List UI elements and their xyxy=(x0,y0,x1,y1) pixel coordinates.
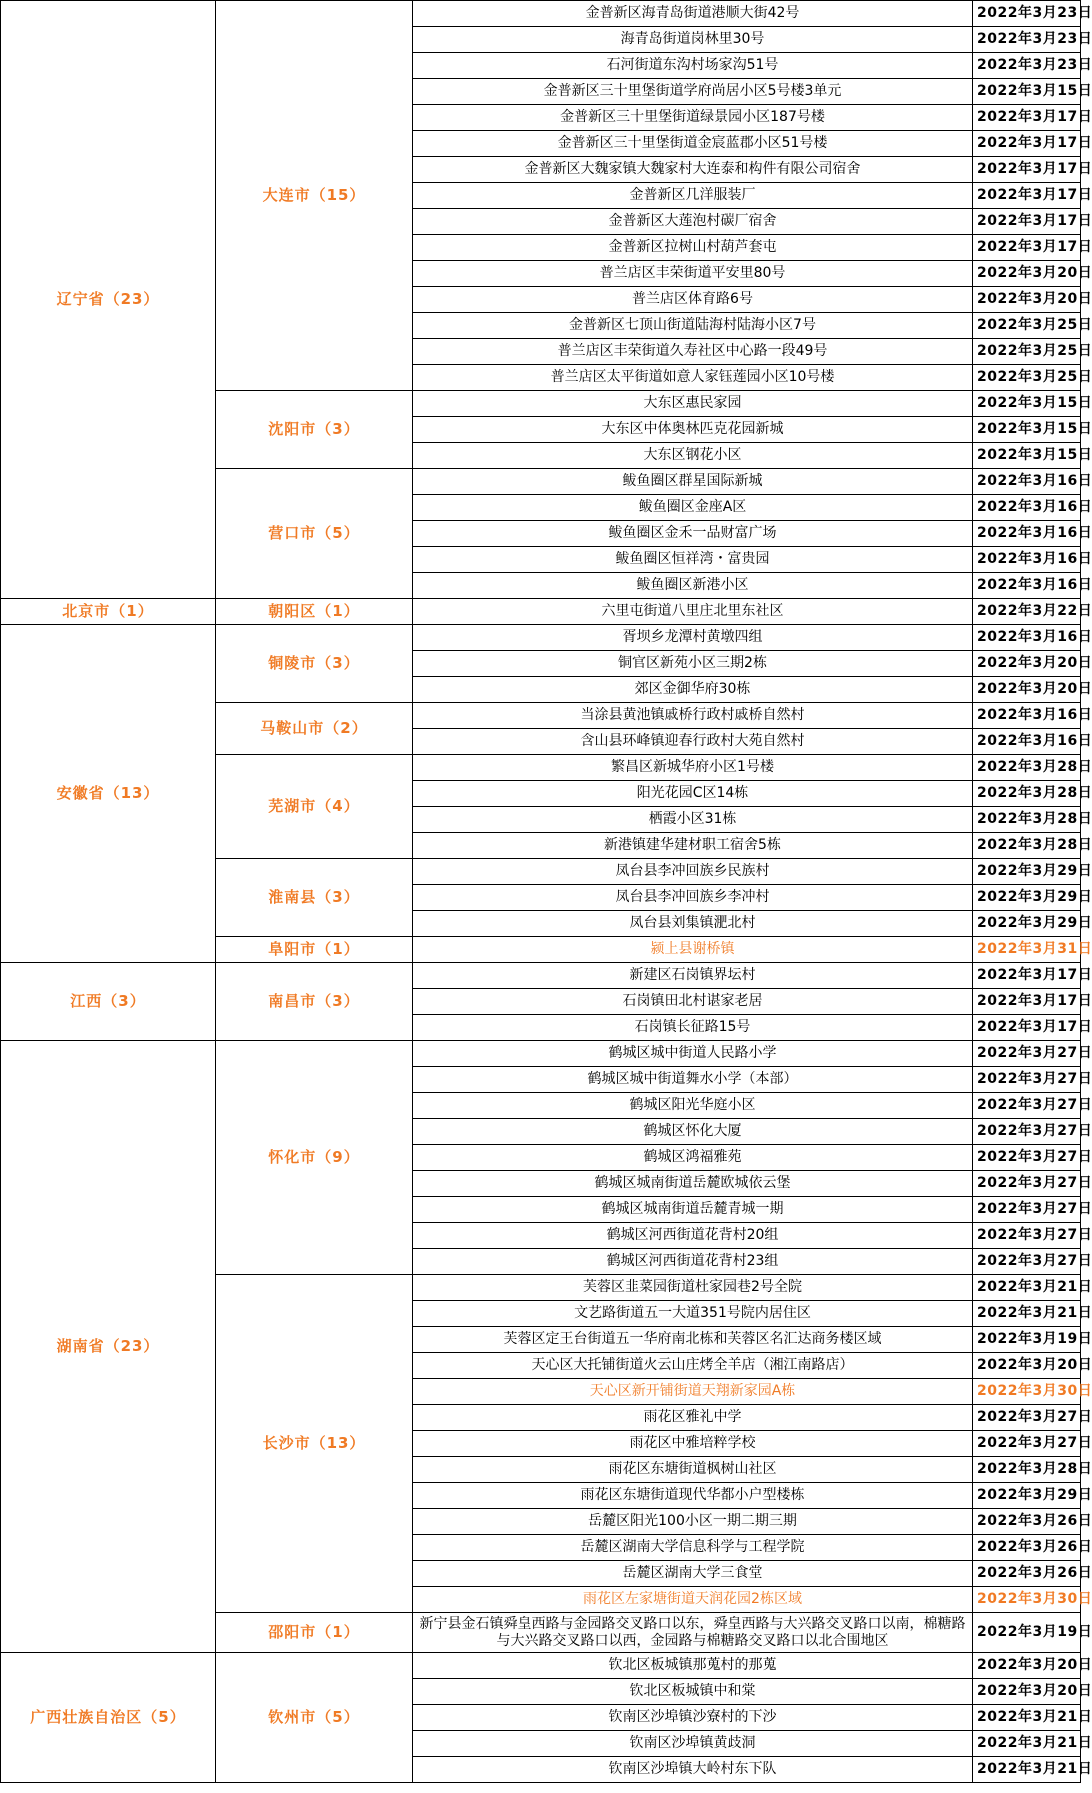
date-cell: 2022年3月15日 xyxy=(973,443,1081,469)
address-cell: 金普新区几洋服装厂 xyxy=(413,183,973,209)
date-cell: 2022年3月21日 xyxy=(973,1731,1081,1757)
date-cell: 2022年3月27日 xyxy=(973,1171,1081,1197)
province-cell: 安徽省（13） xyxy=(1,625,216,963)
address-cell: 鹤城区怀化大厦 xyxy=(413,1119,973,1145)
address-cell: 金普新区大莲泡村碳厂宿舍 xyxy=(413,209,973,235)
date-cell: 2022年3月21日 xyxy=(973,1301,1081,1327)
date-cell: 2022年3月29日 xyxy=(973,911,1081,937)
date-cell: 2022年3月27日 xyxy=(973,1431,1081,1457)
city-cell: 邵阳市（1） xyxy=(216,1613,413,1653)
date-cell: 2022年3月29日 xyxy=(973,885,1081,911)
date-cell: 2022年3月27日 xyxy=(973,1249,1081,1275)
address-cell: 普兰店区太平街道如意人家钰莲园小区10号楼 xyxy=(413,365,973,391)
address-cell: 金普新区三十里堡街道学府尚居小区5号楼3单元 xyxy=(413,79,973,105)
date-cell: 2022年3月19日 xyxy=(973,1613,1081,1653)
date-cell: 2022年3月21日 xyxy=(973,1275,1081,1301)
date-cell: 2022年3月27日 xyxy=(973,1041,1081,1067)
address-cell: 芙蓉区韭菜园街道杜家园巷2号全院 xyxy=(413,1275,973,1301)
address-cell: 石岗镇长征路15号 xyxy=(413,1015,973,1041)
province-cell: 辽宁省（23） xyxy=(1,1,216,599)
date-cell: 2022年3月17日 xyxy=(973,209,1081,235)
date-cell: 2022年3月17日 xyxy=(973,157,1081,183)
address-cell: 雨花区东塘街道现代华都小户型楼栋 xyxy=(413,1483,973,1509)
address-cell: 新港镇建华建材职工宿舍5栋 xyxy=(413,833,973,859)
date-cell: 2022年3月31日 xyxy=(973,937,1081,963)
date-cell: 2022年3月16日 xyxy=(973,495,1081,521)
address-cell: 金普新区海青岛街道港顺大街42号 xyxy=(413,1,973,27)
date-cell: 2022年3月30日 xyxy=(973,1587,1081,1613)
province-cell: 湖南省（23） xyxy=(1,1041,216,1653)
address-cell: 金普新区三十里堡街道金宸蓝郡小区51号楼 xyxy=(413,131,973,157)
date-cell: 2022年3月23日 xyxy=(973,27,1081,53)
date-cell: 2022年3月23日 xyxy=(973,1,1081,27)
date-cell: 2022年3月20日 xyxy=(973,1679,1081,1705)
address-cell: 含山县环峰镇迎春行政村大苑自然村 xyxy=(413,729,973,755)
address-cell: 凤台县李冲回族乡李冲村 xyxy=(413,885,973,911)
city-cell: 营口市（5） xyxy=(216,469,413,599)
table-row xyxy=(1,625,1081,651)
address-cell: 鲅鱼圈区金禾一品财富广场 xyxy=(413,521,973,547)
table-row xyxy=(1,1,1081,27)
date-cell: 2022年3月16日 xyxy=(973,729,1081,755)
date-cell: 2022年3月17日 xyxy=(973,1015,1081,1041)
address-cell: 阳光花园C区14栋 xyxy=(413,781,973,807)
city-cell: 长沙市（13） xyxy=(216,1275,413,1613)
address-cell: 繁昌区新城华府小区1号楼 xyxy=(413,755,973,781)
address-cell: 郊区金御华府30栋 xyxy=(413,677,973,703)
city-cell: 沈阳市（3） xyxy=(216,391,413,469)
address-cell: 天心区大托铺街道火云山庄烤全羊店（湘江南路店） xyxy=(413,1353,973,1379)
date-cell: 2022年3月16日 xyxy=(973,547,1081,573)
date-cell: 2022年3月17日 xyxy=(973,105,1081,131)
address-cell: 新建区石岗镇界坛村 xyxy=(413,963,973,989)
date-cell: 2022年3月27日 xyxy=(973,1197,1081,1223)
address-cell: 鹤城区河西街道花背村20组 xyxy=(413,1223,973,1249)
date-cell: 2022年3月21日 xyxy=(973,1705,1081,1731)
city-cell: 芜湖市（4） xyxy=(216,755,413,859)
date-cell: 2022年3月25日 xyxy=(973,339,1081,365)
date-cell: 2022年3月29日 xyxy=(973,1483,1081,1509)
date-cell: 2022年3月16日 xyxy=(973,625,1081,651)
address-cell: 岳麓区湖南大学信息科学与工程学院 xyxy=(413,1535,973,1561)
date-cell: 2022年3月20日 xyxy=(973,261,1081,287)
date-cell: 2022年3月17日 xyxy=(973,183,1081,209)
address-cell: 金普新区七顶山街道陆海村陆海小区7号 xyxy=(413,313,973,339)
address-cell: 当涂县黄池镇戚桥行政村戚桥自然村 xyxy=(413,703,973,729)
date-cell: 2022年3月26日 xyxy=(973,1509,1081,1535)
date-cell: 2022年3月26日 xyxy=(973,1535,1081,1561)
address-cell: 钦南区沙埠镇大岭村东下队 xyxy=(413,1757,973,1783)
date-cell: 2022年3月25日 xyxy=(973,365,1081,391)
date-cell: 2022年3月16日 xyxy=(973,521,1081,547)
date-cell: 2022年3月28日 xyxy=(973,1457,1081,1483)
address-cell: 钦南区沙埠镇黄歧洞 xyxy=(413,1731,973,1757)
date-cell: 2022年3月15日 xyxy=(973,417,1081,443)
date-cell: 2022年3月22日 xyxy=(973,599,1081,625)
address-cell: 普兰店区体育路6号 xyxy=(413,287,973,313)
date-cell: 2022年3月21日 xyxy=(973,1757,1081,1783)
date-cell: 2022年3月28日 xyxy=(973,755,1081,781)
address-cell: 鲅鱼圈区新港小区 xyxy=(413,573,973,599)
address-cell: 雨花区中雅培粹学校 xyxy=(413,1431,973,1457)
date-cell: 2022年3月26日 xyxy=(973,1561,1081,1587)
date-cell: 2022年3月20日 xyxy=(973,1653,1081,1679)
province-cell: 北京市（1） xyxy=(1,599,216,625)
date-cell: 2022年3月27日 xyxy=(973,1405,1081,1431)
date-cell: 2022年3月28日 xyxy=(973,807,1081,833)
date-cell: 2022年3月23日 xyxy=(973,53,1081,79)
date-cell: 2022年3月27日 xyxy=(973,1093,1081,1119)
city-cell: 淮南县（3） xyxy=(216,859,413,937)
date-cell: 2022年3月28日 xyxy=(973,781,1081,807)
address-cell: 铜官区新苑小区三期2栋 xyxy=(413,651,973,677)
table-row xyxy=(1,963,1081,989)
city-cell: 马鞍山市（2） xyxy=(216,703,413,755)
address-cell: 普兰店区丰荣街道久寿社区中心路一段49号 xyxy=(413,339,973,365)
address-cell: 大东区钢花小区 xyxy=(413,443,973,469)
date-cell: 2022年3月30日 xyxy=(973,1379,1081,1405)
city-cell: 大连市（15） xyxy=(216,1,413,391)
province-cell: 广西壮族自治区（5） xyxy=(1,1653,216,1783)
date-cell: 2022年3月27日 xyxy=(973,1067,1081,1093)
city-cell: 阜阳市（1） xyxy=(216,937,413,963)
address-cell: 鹤城区阳光华庭小区 xyxy=(413,1093,973,1119)
address-cell: 文艺路街道五一大道351号院内居住区 xyxy=(413,1301,973,1327)
address-cell: 鲅鱼圈区恒祥湾・富贵园 xyxy=(413,547,973,573)
address-cell: 雨花区东塘街道枫树山社区 xyxy=(413,1457,973,1483)
date-cell: 2022年3月20日 xyxy=(973,1353,1081,1379)
address-cell: 钦南区沙埠镇沙寮村的下沙 xyxy=(413,1705,973,1731)
address-cell: 钦北区板城镇那蒐村的那蒐 xyxy=(413,1653,973,1679)
address-cell: 六里屯街道八里庄北里东社区 xyxy=(413,599,973,625)
table-row xyxy=(1,1653,1081,1679)
address-cell: 鲅鱼圈区金座A区 xyxy=(413,495,973,521)
address-cell: 鲅鱼圈区群星国际新城 xyxy=(413,469,973,495)
address-cell: 鹤城区河西街道花背村23组 xyxy=(413,1249,973,1275)
address-cell: 金普新区拉树山村葫芦套屯 xyxy=(413,235,973,261)
date-cell: 2022年3月20日 xyxy=(973,287,1081,313)
table-row xyxy=(1,599,1081,625)
address-cell: 大东区惠民家园 xyxy=(413,391,973,417)
address-cell: 雨花区左家塘街道天润花园2栋区域 xyxy=(413,1587,973,1613)
table-body xyxy=(1,1,1092,1783)
address-cell: 鹤城区城中街道人民路小学 xyxy=(413,1041,973,1067)
address-cell: 岳麓区湖南大学三食堂 xyxy=(413,1561,973,1587)
address-cell: 大东区中体奥林匹克花园新城 xyxy=(413,417,973,443)
date-cell: 2022年3月16日 xyxy=(973,573,1081,599)
date-cell: 2022年3月17日 xyxy=(973,131,1081,157)
address-cell: 石河街道东沟村场家沟51号 xyxy=(413,53,973,79)
address-cell: 海青岛街道岗林里30号 xyxy=(413,27,973,53)
table-row xyxy=(1,1041,1081,1067)
address-cell: 芙蓉区定王台街道五一华府南北栋和芙蓉区名汇达商务楼区域 xyxy=(413,1327,973,1353)
address-cell: 鹤城区城南街道岳麓青城一期 xyxy=(413,1197,973,1223)
address-cell: 金普新区三十里堡街道绿景园小区187号楼 xyxy=(413,105,973,131)
date-cell: 2022年3月20日 xyxy=(973,651,1081,677)
date-cell: 2022年3月16日 xyxy=(973,469,1081,495)
date-cell: 2022年3月29日 xyxy=(973,859,1081,885)
address-cell: 鹤城区城中街道舞水小学（本部） xyxy=(413,1067,973,1093)
address-cell: 新宁县金石镇舜皇西路与金园路交叉路口以东，舜皇西路与大兴路交叉路口以南，棉糖路与大兴路交叉路口以西，金园路与棉糖路交叉路口以北合围地区 xyxy=(413,1613,973,1653)
address-cell: 栖霞小区31栋 xyxy=(413,807,973,833)
city-cell: 朝阳区（1） xyxy=(216,599,413,625)
date-cell: 2022年3月17日 xyxy=(973,989,1081,1015)
address-cell: 天心区新开铺街道天翔新家园A栋 xyxy=(413,1379,973,1405)
address-cell: 鹤城区城南街道岳麓欧城依云堡 xyxy=(413,1171,973,1197)
city-cell: 钦州市（5） xyxy=(216,1653,413,1783)
city-cell: 南昌市（3） xyxy=(216,963,413,1041)
address-cell: 钦北区板城镇中和棠 xyxy=(413,1679,973,1705)
address-cell: 金普新区大魏家镇大魏家村大连泰和构件有限公司宿舍 xyxy=(413,157,973,183)
address-cell: 颍上县谢桥镇 xyxy=(413,937,973,963)
province-cell: 江西（3） xyxy=(1,963,216,1041)
address-cell: 雨花区雅礼中学 xyxy=(413,1405,973,1431)
address-cell: 胥坝乡龙潭村黄墩四组 xyxy=(413,625,973,651)
date-cell: 2022年3月28日 xyxy=(973,833,1081,859)
date-cell: 2022年3月25日 xyxy=(973,313,1081,339)
address-cell: 岳麓区阳光100小区一期二期三期 xyxy=(413,1509,973,1535)
address-cell: 凤台县李冲回族乡民族村 xyxy=(413,859,973,885)
address-cell: 凤台县刘集镇淝北村 xyxy=(413,911,973,937)
city-cell: 铜陵市（3） xyxy=(216,625,413,703)
date-cell: 2022年3月15日 xyxy=(973,391,1081,417)
date-cell: 2022年3月15日 xyxy=(973,79,1081,105)
date-cell: 2022年3月17日 xyxy=(973,235,1081,261)
date-cell: 2022年3月27日 xyxy=(973,1145,1081,1171)
address-cell: 鹤城区鸿福雅苑 xyxy=(413,1145,973,1171)
date-cell: 2022年3月20日 xyxy=(973,677,1081,703)
address-cell: 普兰店区丰荣街道平安里80号 xyxy=(413,261,973,287)
date-cell: 2022年3月27日 xyxy=(973,1119,1081,1145)
date-cell: 2022年3月19日 xyxy=(973,1327,1081,1353)
date-cell: 2022年3月16日 xyxy=(973,703,1081,729)
date-cell: 2022年3月27日 xyxy=(973,1223,1081,1249)
address-cell: 石岗镇田北村谌家老居 xyxy=(413,989,973,1015)
date-cell: 2022年3月17日 xyxy=(973,963,1081,989)
city-cell: 怀化市（9） xyxy=(216,1041,413,1275)
